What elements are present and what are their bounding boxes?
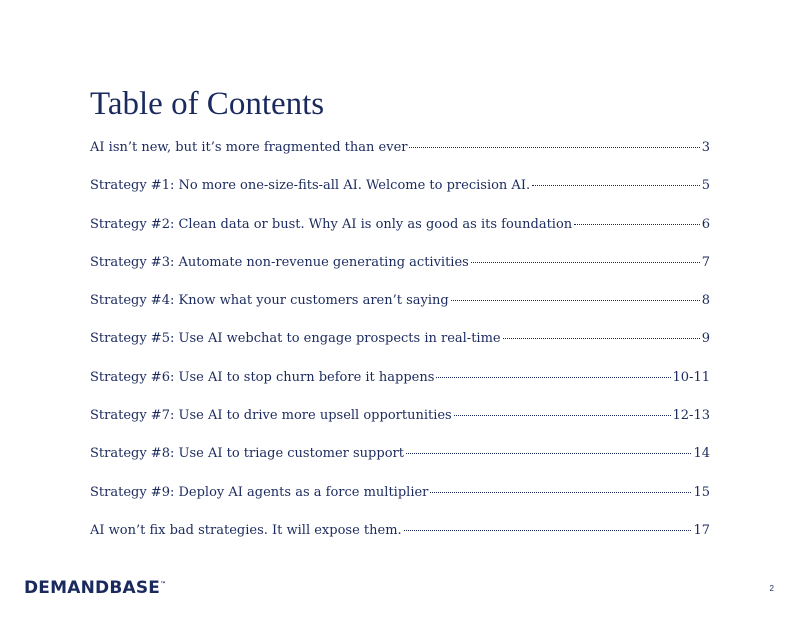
toc-dot-leader xyxy=(451,300,700,301)
page-number: 2 xyxy=(769,584,774,593)
toc-entry-page: 5 xyxy=(701,178,710,194)
toc-entry-page: 7 xyxy=(701,254,710,270)
toc-entry-page: 14 xyxy=(693,446,710,462)
trademark-mark: ™ xyxy=(160,581,167,588)
demandbase-logo xyxy=(24,578,166,598)
toc-entry[interactable] xyxy=(90,137,710,175)
toc-entry[interactable] xyxy=(90,443,710,481)
toc-entry[interactable] xyxy=(90,367,710,405)
toc-dot-leader xyxy=(404,530,692,531)
toc-entry[interactable] xyxy=(90,405,710,443)
toc-entry-label: Strategy #4: Know what your customers aren’t saying xyxy=(90,293,449,309)
page-title: Table of Contents xyxy=(90,86,325,122)
toc-entry-page: 10-11 xyxy=(672,369,710,385)
toc-entry[interactable] xyxy=(90,520,710,558)
toc-entry-page: 3 xyxy=(701,140,710,155)
toc-entry-page: 12-13 xyxy=(672,408,710,424)
logo-text: DEMANDBASE xyxy=(24,578,161,598)
toc-entry-label: AI won’t fix bad strategies. It will expose them. xyxy=(90,522,402,538)
toc-entry[interactable] xyxy=(90,328,710,366)
toc-entry-label: Strategy #8: Use AI to triage customer support xyxy=(90,446,404,462)
toc-dot-leader xyxy=(471,262,700,263)
toc-entry-label: Strategy #9: Deploy AI agents as a force multiplier xyxy=(90,484,429,500)
toc-entry[interactable] xyxy=(90,252,710,290)
toc-entry[interactable] xyxy=(90,175,710,213)
toc-dot-leader xyxy=(430,492,691,493)
toc-dot-leader xyxy=(436,377,670,378)
toc-entry[interactable] xyxy=(90,214,710,252)
toc-dot-leader xyxy=(574,224,700,225)
toc-entry-label: AI isn’t new, but it’s more fragmented than ever xyxy=(90,140,408,155)
table-of-contents xyxy=(90,137,710,558)
toc-dot-leader xyxy=(409,147,699,148)
toc-dot-leader xyxy=(454,415,671,416)
toc-dot-leader xyxy=(503,338,700,339)
toc-entry[interactable] xyxy=(90,290,710,328)
toc-entry-label: Strategy #6: Use AI to stop churn before it happens xyxy=(90,369,435,385)
toc-entry-page: 6 xyxy=(701,216,710,232)
toc-entry-label: Strategy #2: Clean data or bust. Why AI is only as good as its foundation xyxy=(90,216,573,232)
toc-entry-label: Strategy #3: Automate non-revenue generating activities xyxy=(90,254,469,270)
toc-entry-page: 9 xyxy=(701,331,710,347)
toc-dot-leader xyxy=(406,453,691,454)
toc-entry-page: 17 xyxy=(693,522,710,538)
toc-entry-label: Strategy #5: Use AI webchat to engage prospects in real-time xyxy=(90,331,501,347)
toc-dot-leader xyxy=(532,185,700,186)
toc-entry-page: 15 xyxy=(693,484,710,500)
toc-entry-label: Strategy #1: No more one-size-fits-all AI. Welcome to precision AI. xyxy=(90,178,531,194)
toc-entry[interactable] xyxy=(90,482,710,520)
toc-entry-page: 8 xyxy=(701,293,710,309)
toc-entry-label: Strategy #7: Use AI to drive more upsell opportunities xyxy=(90,408,452,424)
